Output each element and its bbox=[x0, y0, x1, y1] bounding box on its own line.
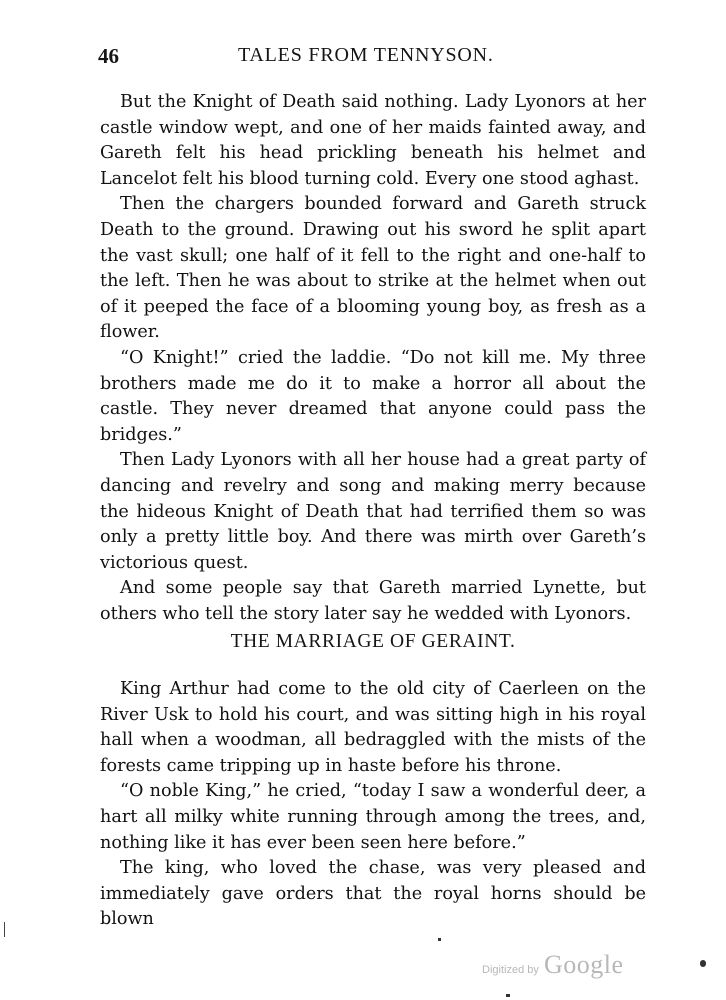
book-title: TALES FROM TENNYSON. bbox=[238, 44, 494, 66]
page-number: 46 bbox=[98, 44, 119, 68]
paragraph: “O noble King,” he cried, “today I saw a wonderful deer, a hart all milky white running through among the trees, and, nothing like it has ever been seen here before.” bbox=[100, 781, 646, 853]
paragraph: King Arthur had come to the old city of Caerleen on the River Usk to hold his court, and was sitting high in his royal hall when a woodman, all bedraggled with the mists of the forests came tripping up in haste before his throne. bbox=[100, 679, 646, 776]
paragraph: Then Lady Lyonors with all her house had a great party of dancing and revelry and song and making merry because the hideous Knight of Death that had terrified them so was only a pretty little boy. And there was mirth over Gareth’s victorious quest. bbox=[100, 450, 646, 573]
scan-speck bbox=[506, 994, 510, 997]
scan-speck bbox=[700, 960, 706, 967]
section-two-text bbox=[100, 677, 646, 933]
paragraph: But the Knight of Death said nothing. Lady Lyonors at her castle window wept, and one of her maids fainted away, and Gareth felt his head prickling beneath his helmet and Lancelot felt his blood turning cold. Every one stood aghast. bbox=[100, 92, 646, 189]
digitized-prefix: Digitized by bbox=[482, 964, 539, 976]
paragraph: The king, who loved the chase, was very pleased and immediately gave orders that the royal horns should be blown bbox=[100, 858, 646, 930]
scan-margin-mark bbox=[4, 922, 5, 937]
section-one-text bbox=[100, 90, 646, 627]
section-heading: THE MARRIAGE OF GERAINT. bbox=[230, 631, 516, 652]
running-head bbox=[98, 44, 646, 72]
paragraph: Then the chargers bounded forward and Gareth struck Death to the ground. Drawing out his sword he split apart the vast skull; one half of it fell to the right and one-half to the left. Then he was about to strike at the helmet when out of it peeped the face of a blooming young boy, as fresh as a flower. bbox=[100, 194, 646, 343]
google-logo: Google bbox=[543, 950, 624, 979]
paragraph: “O Knight!” cried the laddie. “Do not kill me. My three brothers made me do it to make a horror all about the castle. They never dreamed that anyone could pass the bridges.” bbox=[100, 347, 646, 445]
scan-speck bbox=[438, 938, 441, 941]
digitized-watermark bbox=[482, 950, 624, 980]
paragraph: And some people say that Gareth married Lynette, but others who tell the story later say he wedded with Lyonors. bbox=[100, 578, 646, 624]
